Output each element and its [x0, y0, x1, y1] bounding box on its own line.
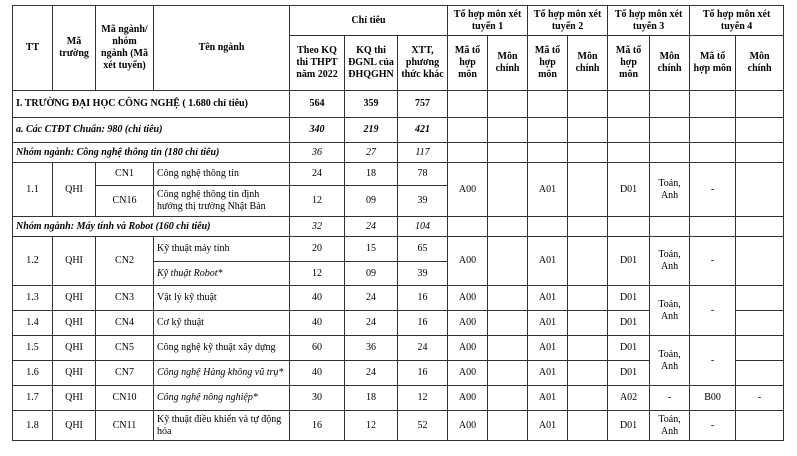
cell: CN3	[96, 286, 154, 311]
cell: 564	[290, 91, 345, 118]
cell: CN5	[96, 336, 154, 361]
cell: 1.6	[13, 361, 53, 386]
cell: 1.8	[13, 411, 53, 441]
cell: 39	[398, 186, 448, 217]
cell: 117	[398, 143, 448, 163]
cell: QHI	[53, 386, 96, 411]
cell: QHI	[53, 286, 96, 311]
cell: 24	[345, 311, 398, 336]
header-mon-chinh-1: Môn chính	[488, 36, 528, 91]
cell: QHI	[53, 411, 96, 441]
header-to-hop-2: Tổ hợp môn xét tuyển 2	[528, 6, 608, 36]
cell: Công nghệ kỹ thuật xây dựng	[154, 336, 290, 361]
cell: 757	[398, 91, 448, 118]
cell: D01	[608, 411, 650, 441]
cell: 24	[345, 361, 398, 386]
cell: A01	[528, 411, 568, 441]
cell: QHI	[53, 311, 96, 336]
cell: 09	[345, 186, 398, 217]
table-row	[13, 411, 784, 441]
header-ma-to-hop-4: Mã tổ hợp môn	[690, 36, 736, 91]
header-ma-to-hop-2: Mã tổ hợp môn	[528, 36, 568, 91]
table-row	[13, 143, 784, 163]
cell: A01	[528, 286, 568, 311]
table-row	[13, 163, 784, 186]
cell: D01	[608, 286, 650, 311]
cell: 1.4	[13, 311, 53, 336]
cell: 24	[290, 163, 345, 186]
header-chi-tieu: Chỉ tiêu	[290, 6, 448, 36]
cell: -	[690, 286, 736, 336]
cell: -	[690, 163, 736, 217]
cell: 18	[345, 386, 398, 411]
cell: QHI	[53, 237, 96, 286]
cell: A00	[448, 286, 488, 311]
header-tt: TT	[13, 6, 53, 91]
cell: D01	[608, 163, 650, 217]
cell: B00	[690, 386, 736, 411]
cell: Công nghệ thông tin	[154, 163, 290, 186]
cell: CN16	[96, 186, 154, 217]
cell: 12	[290, 262, 345, 286]
cell: A00	[448, 411, 488, 441]
cell: 16	[398, 361, 448, 386]
table-row	[13, 217, 784, 237]
header-mon-chinh-4: Môn chính	[736, 36, 784, 91]
cell: 1.1	[13, 163, 53, 217]
cell: CN1	[96, 163, 154, 186]
header-to-hop-3: Tổ hợp môn xét tuyển 3	[608, 6, 690, 36]
cell: -	[736, 386, 784, 411]
cell: CN10	[96, 386, 154, 411]
header-ten-nganh: Tên ngành	[154, 6, 290, 91]
header-ma-to-hop-3: Mã tổ hợp môn	[608, 36, 650, 91]
cell: A01	[528, 386, 568, 411]
table-row	[13, 286, 784, 311]
cell: QHI	[53, 336, 96, 361]
cell: D01	[608, 361, 650, 386]
cell: 18	[345, 163, 398, 186]
cell: 27	[345, 143, 398, 163]
header-ma-to-hop-1: Mã tổ hợp môn	[448, 36, 488, 91]
cell: 40	[290, 361, 345, 386]
cell: -	[690, 237, 736, 286]
cell: 421	[398, 118, 448, 143]
cell: 104	[398, 217, 448, 237]
cell: CN2	[96, 237, 154, 286]
cell: CN11	[96, 411, 154, 441]
header-to-hop-4: Tổ hợp môn xét tuyển 4	[690, 6, 784, 36]
cell: Kỹ thuật điều khiển và tự động hóa	[154, 411, 290, 441]
cell: Toán, Anh	[650, 411, 690, 441]
cell: A00	[448, 386, 488, 411]
header-kq-dgnl: KQ thi ĐGNL của ĐHQGHN	[345, 36, 398, 91]
table-row	[13, 91, 784, 118]
cell: 60	[290, 336, 345, 361]
cell: Công nghệ thông tin định hướng thị trường Nhật Bản	[154, 186, 290, 217]
cell: 32	[290, 217, 345, 237]
program-group-title: a. Các CTĐT Chuẩn: 980 (chỉ tiêu)	[13, 118, 290, 143]
cell: 09	[345, 262, 398, 286]
cell: 219	[345, 118, 398, 143]
cell: 16	[290, 411, 345, 441]
cell: 39	[398, 262, 448, 286]
group-title: Nhóm ngành: Công nghệ thông tin (180 chỉ tiêu)	[13, 143, 290, 163]
cell: 16	[398, 286, 448, 311]
cell: 15	[345, 237, 398, 262]
cell: Toán, Anh	[650, 163, 690, 217]
cell: 340	[290, 118, 345, 143]
cell: -	[690, 411, 736, 441]
cell: A01	[528, 336, 568, 361]
table-row	[13, 386, 784, 411]
cell: A00	[448, 163, 488, 217]
cell: 16	[398, 311, 448, 336]
cell: 30	[290, 386, 345, 411]
cell: A01	[528, 311, 568, 336]
cell: 12	[290, 186, 345, 217]
cell: 20	[290, 237, 345, 262]
cell: A01	[528, 163, 568, 217]
cell: 24	[398, 336, 448, 361]
cell: Vật lý kỹ thuật	[154, 286, 290, 311]
cell: 40	[290, 311, 345, 336]
cell: D01	[608, 336, 650, 361]
header-ma-nganh: Mã ngành/ nhóm ngành (Mã xét tuyển)	[96, 6, 154, 91]
cell: 40	[290, 286, 345, 311]
cell: Toán, Anh	[650, 237, 690, 286]
cell: Toán, Anh	[650, 336, 690, 386]
cell: 65	[398, 237, 448, 262]
cell: 52	[398, 411, 448, 441]
cell: D01	[608, 237, 650, 286]
cell: 36	[345, 336, 398, 361]
table-row	[13, 118, 784, 143]
cell: CN7	[96, 361, 154, 386]
cell: A00	[448, 237, 488, 286]
admission-table	[12, 5, 784, 441]
header-to-hop-1: Tổ hợp môn xét tuyển 1	[448, 6, 528, 36]
cell: 1.2	[13, 237, 53, 286]
cell: Cơ kỹ thuật	[154, 311, 290, 336]
cell: 359	[345, 91, 398, 118]
cell: Công nghệ Hàng không vũ trụ*	[154, 361, 290, 386]
university-title: I. TRƯỜNG ĐẠI HỌC CÔNG NGHỆ ( 1.680 chỉ tiêu)	[13, 91, 290, 118]
cell: 1.7	[13, 386, 53, 411]
cell: A01	[528, 237, 568, 286]
cell: A02	[608, 386, 650, 411]
header-mon-chinh-2: Môn chính	[568, 36, 608, 91]
header-mon-chinh-3: Môn chính	[650, 36, 690, 91]
cell: A00	[448, 361, 488, 386]
header-theo-kq-thpt: Theo KQ thi THPT năm 2022	[290, 36, 345, 91]
table-row	[13, 237, 784, 262]
cell: 78	[398, 163, 448, 186]
cell: 1.3	[13, 286, 53, 311]
cell: 12	[345, 411, 398, 441]
cell: 24	[345, 286, 398, 311]
header-xtt: XTT, phương thức khác	[398, 36, 448, 91]
cell: Công nghệ nông nghiệp*	[154, 386, 290, 411]
cell: A01	[528, 361, 568, 386]
header-ma-truong: Mã trường	[53, 6, 96, 91]
group-title: Nhóm ngành: Máy tính và Robot (160 chỉ tiêu)	[13, 217, 290, 237]
cell: 36	[290, 143, 345, 163]
cell: -	[650, 386, 690, 411]
cell: Kỹ thuật Robot*	[154, 262, 290, 286]
cell: 1.5	[13, 336, 53, 361]
cell: QHI	[53, 361, 96, 386]
table-row	[13, 336, 784, 361]
cell: QHI	[53, 163, 96, 217]
cell: Toán, Anh	[650, 286, 690, 336]
cell: CN4	[96, 311, 154, 336]
cell: 12	[398, 386, 448, 411]
cell: -	[690, 336, 736, 386]
cell: A00	[448, 336, 488, 361]
cell: Kỹ thuật máy tính	[154, 237, 290, 262]
cell: D01	[608, 311, 650, 336]
cell: A00	[448, 311, 488, 336]
cell: 24	[345, 217, 398, 237]
